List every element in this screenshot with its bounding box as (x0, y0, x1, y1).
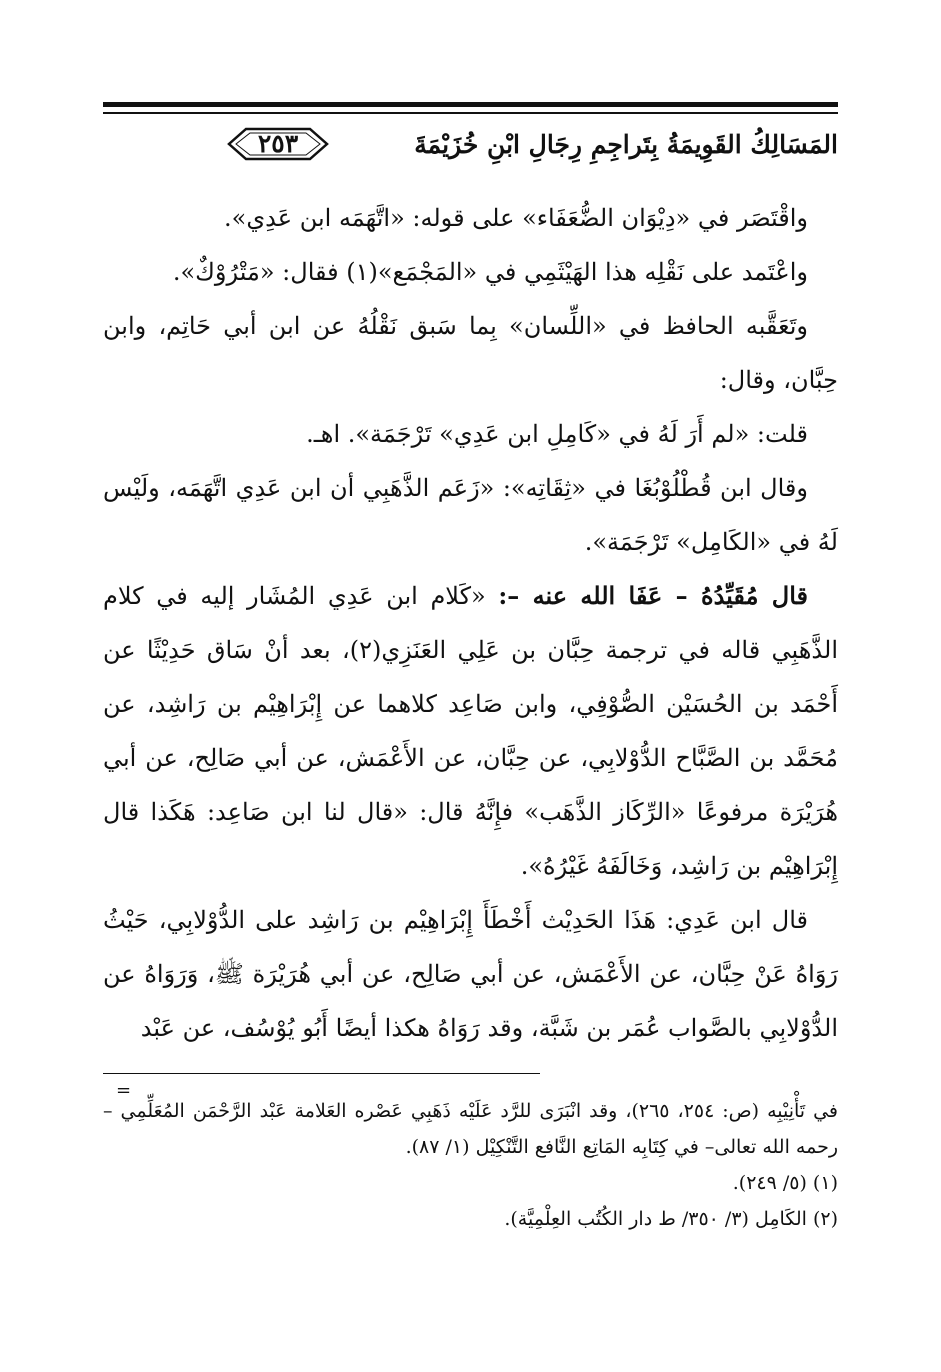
footnote: (٢) الكَامِل (٣/ ٣٥٠/ ط دار الكُتُب العِلْمِيَّة). (504, 1208, 838, 1230)
header-rule-thick (103, 102, 838, 107)
paragraph: واعْتَمد على نَقْلِه هذا الهَيْثَمِي في «المَجْمَع»(١) فقال: «مَتْرُوْكٌ». (172, 258, 808, 286)
paragraph: وتَعَقَّبه الحافظ في «اللِّسان» بِما سَبق نَقْلُهُ عن ابن أبي حَاتِم، وابن حِبَّان، وقال: (103, 312, 838, 394)
footnotes (103, 1093, 838, 1237)
page-number: ٢٥٣ (257, 129, 299, 158)
paragraph: قال مُقَيِّدُهُ – عَفَا الله عنه –: «كَلام ابن عَدِي المُشَار إليه في كلام الذَّهَبِي قاله في ترجمة حِبَّان بن عَلِي العَنَزِي(٢)، بعد أنْ سَاق حَدِيْثًا عن أَحْمَد بن الحُسَيْن الصُّوْفِي، وابن صَاعِد كلاهما عن إِبْرَاهِيْم بن رَاشِد، عن مُحَمَّد بن الصَّبَّاح الدُّوْلابِي، عن حِبَّان، عن الأَعْمَش، عن أبي صَالِح، عن أبي هُرَيْرَة مرفوعًا «الرِّكَاز الذَّهَب» فإِنَّهُ قال: «قال لنا ابن صَاعِد: هَكَذا قال إِبْرَاهِيْم بن رَاشِد، وَخَالَفَهُ غَيْرُهُ». (103, 581, 839, 880)
footnote-continuation-mark: = (116, 1080, 132, 1101)
paragraph: وقال ابن قُطْلُوْبُغَا في «ثِقَاتِه»: «زَعَم الذَّهَبِي أن ابن عَدِي اتَّهَمَه، ولَيْس لَهُ في «الكَامِل» تَرْجَمَة». (103, 474, 838, 556)
main-text (103, 191, 838, 1055)
footnote-separator (103, 1073, 540, 1074)
paragraph: قلت: «لم أَرَ لَهُ في «كَامِلِ ابن عَدِي» تَرْجَمَة». اهـ. (306, 420, 808, 448)
footnote: (١) (٥/ ٢٤٩). (732, 1172, 838, 1194)
header-rule-thin (103, 112, 838, 114)
footnote: في تَأْنِيْبِه (ص: ٢٥٤، ٢٦٥)، وقد انْبَرَى للرَّد عَلَيْه ذَهَبِي عَصْره العَلامة عَبْد الرَّحْمَن المُعَلِّمِي – رحمه الله تعالى– في كِتَابِه المَاتِع النَّافع التَّنْكِيْل (١/ ٨٧). (103, 1100, 839, 1158)
paragraph: واقْتَصَر في «دِيْوَان الضُّعَفَاء» على قوله: «اتَّهَمَه ابن عَدِي». (224, 204, 808, 232)
paragraph: قال ابن عَدِي: هَذَا الحَدِيْث أَخْطَأَ إِبْرَاهِيْم بن رَاشِد على الدُّوْلابِي، حَيْثُ رَوَاهُ عَنْ حِبَّان، عن الأَعْمَش، عن أبي صَالِح، عن أبي هُرَيْرَة ﷺ، وَرَوَاهُ عن الدُّوْلابِي بالصَّواب عُمَر بن شَبَّة، وقد رَوَاهُ هكذا أيضًا أَبُو يُوْسُف، عن عَبْد (103, 906, 838, 1042)
author-remark-lead: قال مُقَيِّدُهُ – عَفَا الله عنه –: (498, 581, 809, 610)
running-title: المَسَالِكُ القَوِيمَةُ بِتَراجِمِ رِجَالِ ابْنِ خُزَيْمَةَ (414, 130, 838, 159)
page-number-frame (226, 126, 330, 162)
